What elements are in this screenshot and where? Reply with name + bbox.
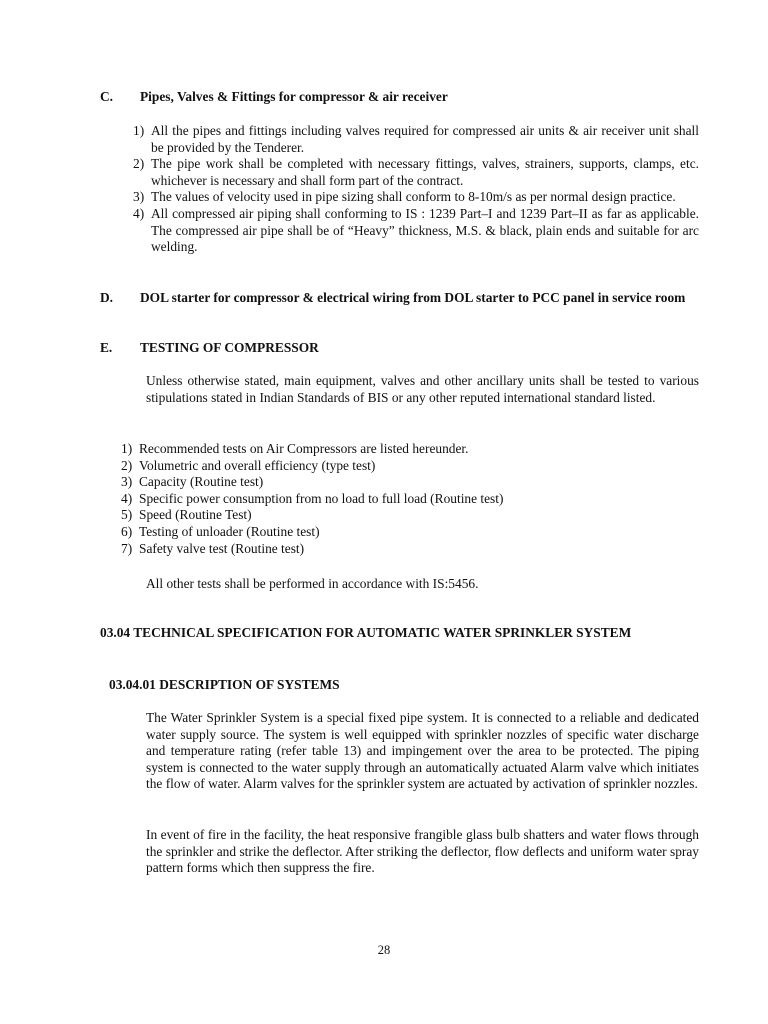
list-item: 6) Testing of unloader (Routine test) xyxy=(121,523,320,539)
sprinkler-description-paragraph-1: The Water Sprinkler System is a special fixed pipe system. It is connected to a reliable and dedicated water supply source. The system is well equipped with sprinkler nozzles of specific water discharge and temperature rating (refer table 13) and impingement over the area to be protected. The piping system is connected to the water supply through an automatically actuated Alarm valve which initiates the flow of water. Alarm valves for the sprinkler system are actuated by activation of sprinkler nozzles. xyxy=(146,710,699,792)
section-0304-01-subheading: 03.04.01 DESCRIPTION OF SYSTEMS xyxy=(109,677,340,692)
list-item: 3) Capacity (Routine test) xyxy=(121,474,264,490)
list-item: 4) All compressed air piping shall conforming to IS : 1239 Part–I and 1239 Part–II as far as applicable. The compressed air pipe shall be of “Heavy” thickness, M.S. & black, plain ends and suitable for arc welding. xyxy=(133,205,699,255)
section-e-intro: Unless otherwise stated, main equipment, valves and other ancillary units shall be tested to various stipulations stated in Indian Standards of BIS or any other reputed international standard listed. xyxy=(146,373,699,405)
list-item: 3) The values of velocity used in pipe sizing shall conform to 8-10m/s as per normal design practice. xyxy=(133,189,676,205)
section-e-closing: All other tests shall be performed in accordance with IS:5456. xyxy=(146,576,479,591)
list-item: 1) Recommended tests on Air Compressors are listed hereunder. xyxy=(121,441,469,456)
list-item: 4) Specific power consumption from no load to full load (Routine test) xyxy=(121,490,504,506)
section-d-letter: D. xyxy=(100,290,114,305)
section-e-test-list xyxy=(121,441,681,557)
sprinkler-description-paragraph-2: In event of fire in the facility, the heat responsive frangible glass bulb shatters and water flows through the sprinkler and strike the deflector. After striking the deflector, flow deflects and uniform water spray pattern forms which then suppress the fire. xyxy=(146,827,699,876)
list-item: 5) Speed (Routine Test) xyxy=(121,507,252,523)
section-d-heading xyxy=(100,290,700,326)
page-number: 28 xyxy=(377,943,391,957)
section-e-letter: E. xyxy=(100,340,113,355)
list-item: 2) Volumetric and overall efficiency (type test) xyxy=(121,457,376,473)
section-e-heading xyxy=(100,340,700,358)
section-c-heading xyxy=(100,89,700,107)
section-c-title: Pipes, Valves & Fittings for compressor & air receiver xyxy=(140,89,448,104)
section-c-letter: C. xyxy=(100,89,114,104)
list-item: 2) The pipe work shall be completed with necessary fittings, valves, strainers, supports, clamps, etc. whichever is necessary and shall form part of the contract. xyxy=(133,156,699,188)
section-0304-heading: 03.04 TECHNICAL SPECIFICATION FOR AUTOMATIC WATER SPRINKLER SYSTEM xyxy=(100,625,632,640)
section-c-list xyxy=(133,123,699,256)
list-item: 7) Safety valve test (Routine test) xyxy=(121,540,305,556)
section-d-title: DOL starter for compressor & electrical wiring from DOL starter to PCC panel in service room xyxy=(140,290,686,305)
list-item: 1) All the pipes and fittings including valves required for compressed air units & air receiver unit shall be provided by the Tenderer. xyxy=(133,123,699,155)
section-e-title: TESTING OF COMPRESSOR xyxy=(140,340,319,355)
